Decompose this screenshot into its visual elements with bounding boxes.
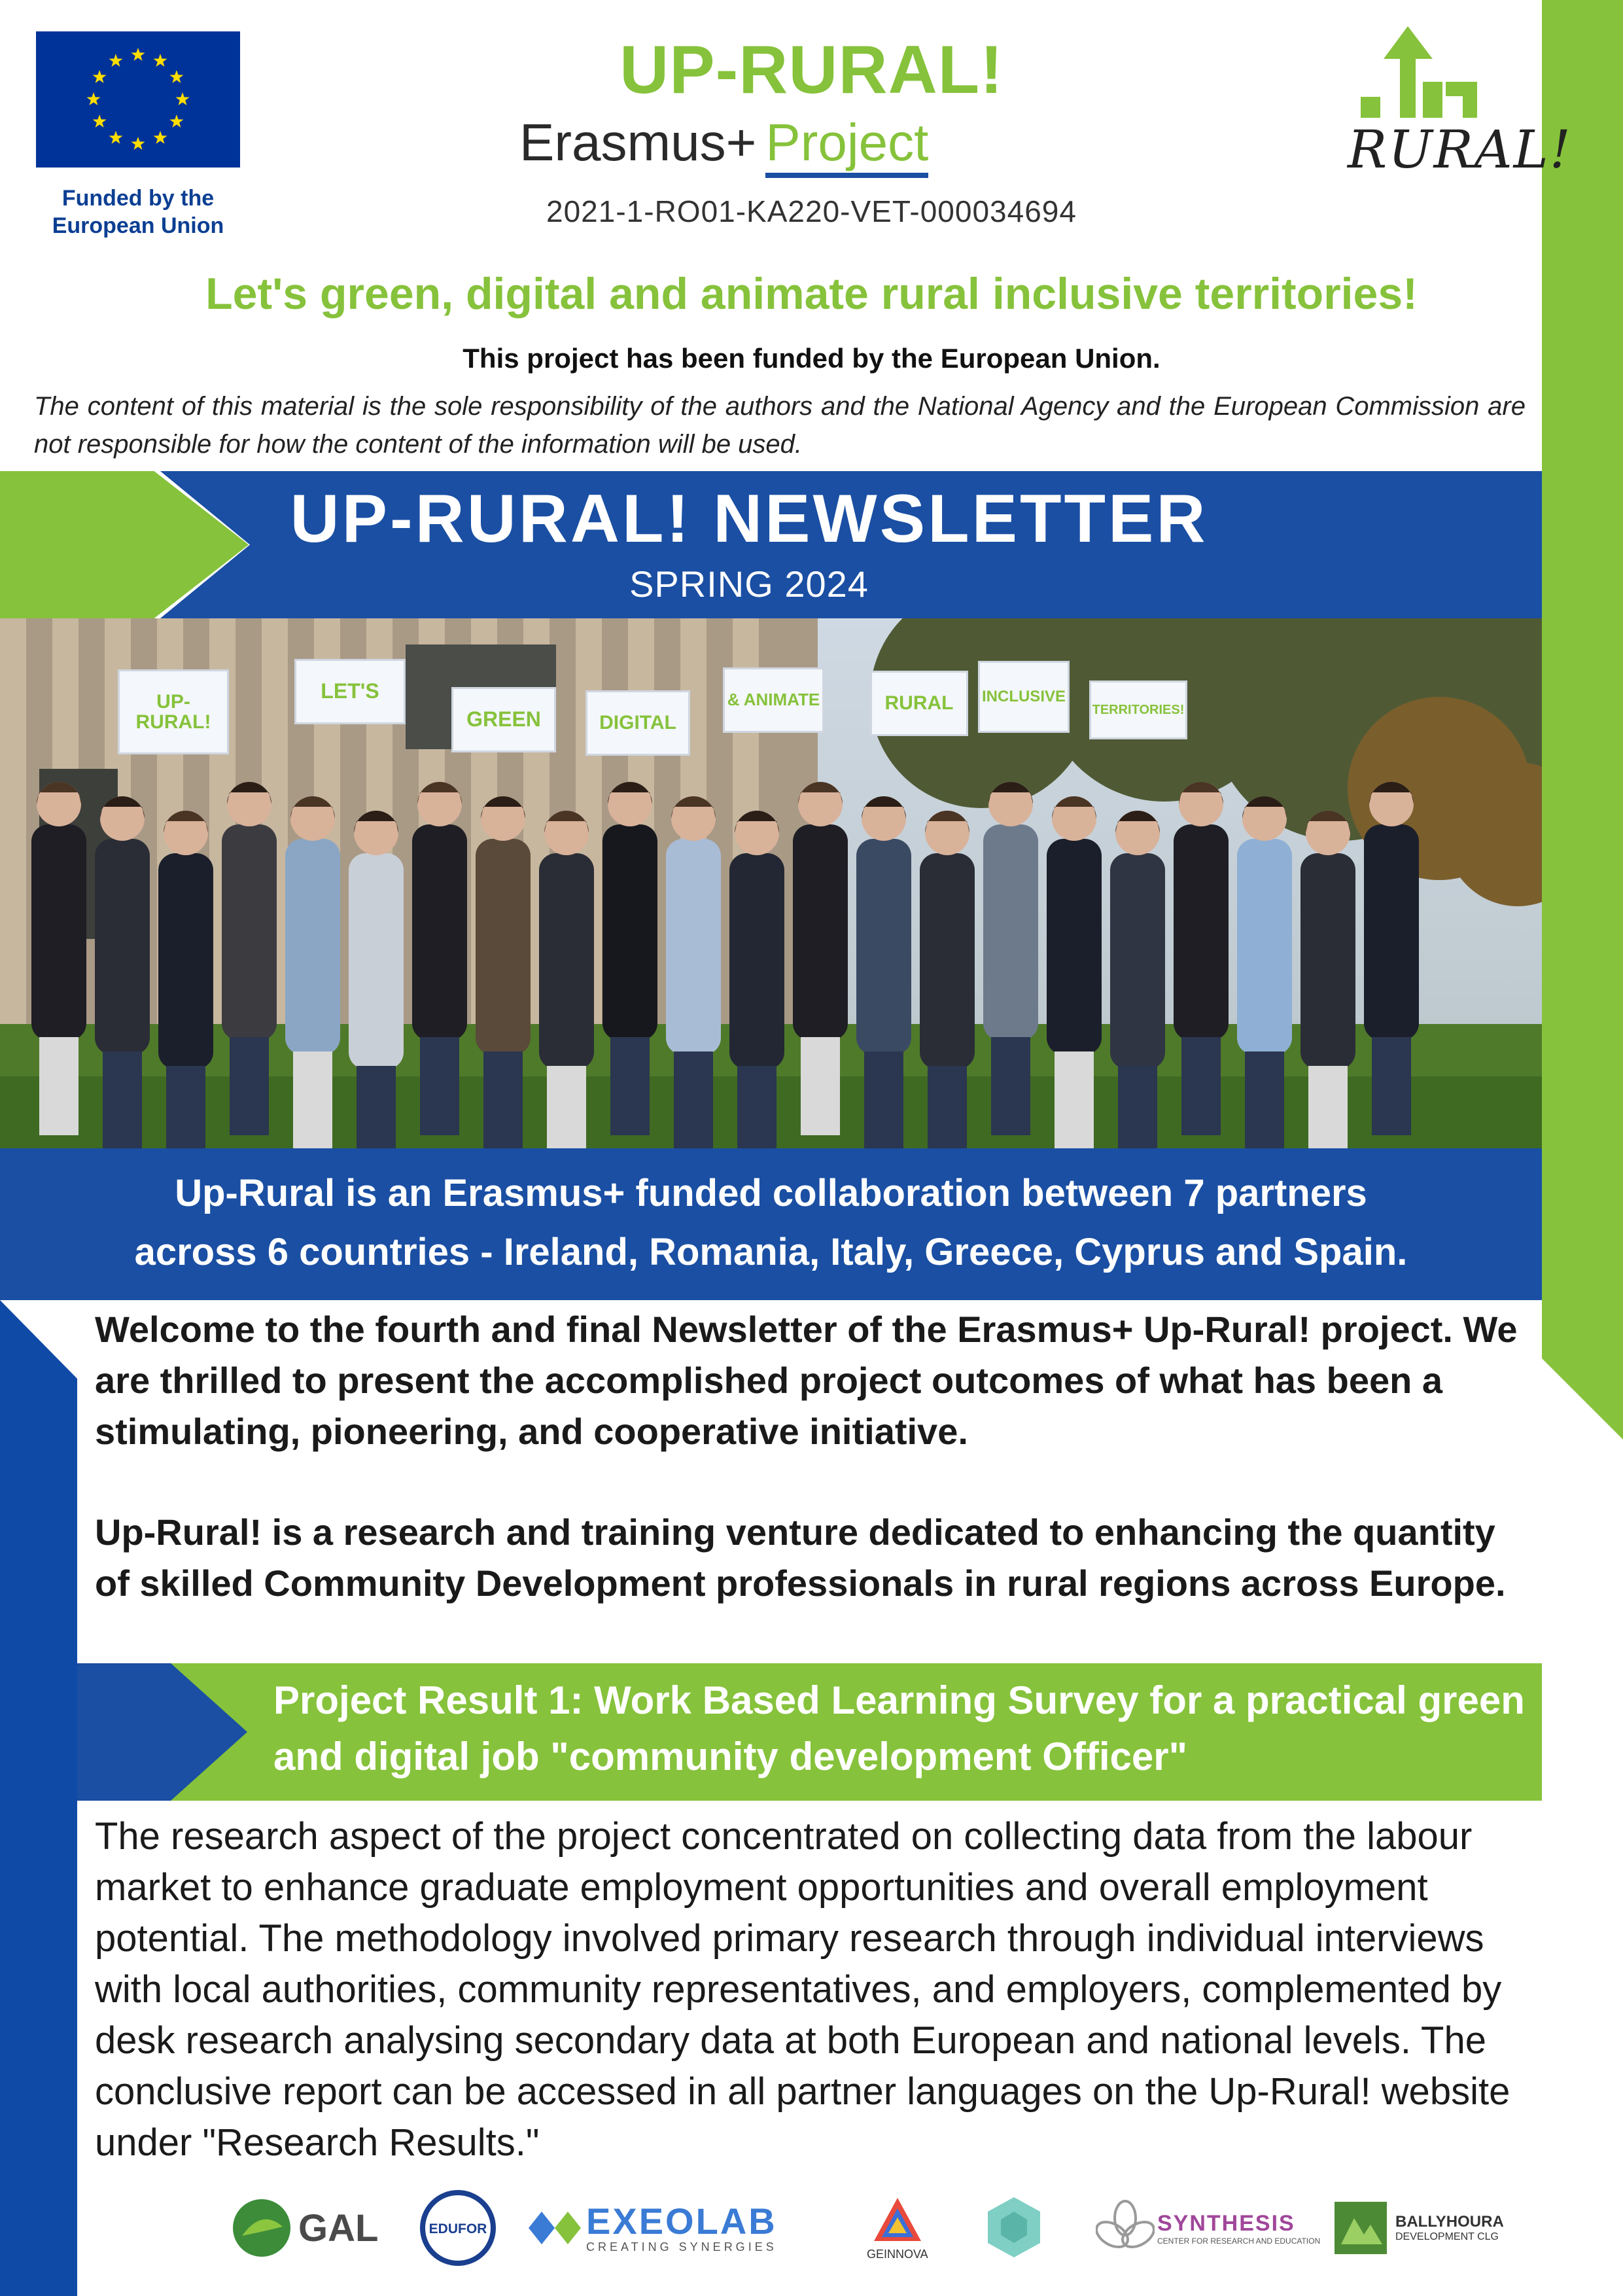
person-legs [547,1066,586,1148]
person-legs [610,1037,650,1135]
funding-note: This project has been funded by the European Union. [462,343,1161,374]
eu-star-icon [169,115,183,128]
person-legs [1372,1037,1411,1135]
partner-logo-hexagon [978,2189,1050,2267]
person-figure [539,853,594,1069]
person-figure [31,824,86,1040]
person-figure [1174,824,1229,1040]
photo-sign-8: TERRITORIES! [1089,680,1187,739]
person-legs [293,1051,332,1148]
person-figure [856,839,911,1055]
group-photo [0,618,1542,1148]
person-figure [602,824,657,1040]
partner-logos [222,2189,1518,2267]
gal-leaf-icon [229,2195,294,2261]
partner-edufor-label: EDUFOR [428,2221,487,2236]
person-figure [729,853,784,1069]
eu-star-icon [131,137,145,150]
person-legs [230,1037,269,1135]
person-figure [285,839,340,1055]
person-figure [666,839,721,1055]
partner-exeolab-label: EXEOLAB [586,2200,777,2242]
person-figure [1237,839,1292,1055]
person-legs [1308,1066,1348,1148]
person-legs [991,1037,1030,1135]
welcome-paragraph: Welcome to the fourth and final Newsletter of the Erasmus+ Up-Rural! project. We are thrilled to present the accomplished project outcomes of what has been a stimulating, pioneering, and cooperative initiative. [95,1309,1518,1452]
photo-sign-4: DIGITAL [585,690,690,756]
erasmus-label: Erasmus+ [519,113,757,171]
partner-synthesis-label: SYNTHESIS [1157,2210,1295,2236]
person-legs [864,1051,903,1148]
photo-sign-1: UP-RURAL! [118,669,229,754]
person-figure [1364,824,1419,1040]
partner-logo-ballyhoura [1331,2189,1504,2267]
eu-star-icon [93,115,107,128]
person-legs [1118,1066,1157,1148]
partner-gal-label: GAL [298,2206,379,2250]
geinnova-triangle-icon [871,2195,924,2248]
edufor-badge-icon [419,2189,497,2267]
partner-exeolab-subtitle: CREATING SYNERGIES [586,2240,777,2253]
person-figure [222,824,277,1040]
partner-ballyhoura-subtitle: DEVELOPMENT CLG [1395,2231,1499,2242]
about-paragraph: Up-Rural! is a research and training venture dedicated to enhancing the quantity of skilled Community Development professionals in rural regions across Europe. [95,1511,1506,1604]
erasmus-line [519,113,928,173]
result-1-body: The research aspect of the project concentrated on collecting data from the labour market to enhance graduate employment opportunities and overall employment potential. The methodology involved primary research through individual interviews with local authorities, community representatives, and employers, complemented by desk research analysing secondary data at both European and national levels. The conclusive report can be accessed in all partner languages on the Up-Rural! website under "Research Results." [95,1815,1510,2164]
photo-sign-2: LET'S [294,659,406,724]
project-title: UP-RURAL! [620,32,1003,108]
person-figure [793,824,848,1040]
photo-sign-6: RURAL [870,671,968,736]
person-figure [95,839,150,1055]
exeolab-mark-icon [529,2208,581,2248]
photo-sign-5: & ANIMATE [723,667,824,733]
person-legs [103,1051,142,1148]
logo-rural-text: RURAL! [1348,119,1572,180]
person-figure [1047,839,1102,1055]
partner-logo-gal [229,2189,378,2267]
result-1-title: Project Result 1: Work Based Learning Survey for a practical green and digital job "community development Officer" [273,1678,1525,1778]
ballyhoura-map-icon [1331,2199,1390,2257]
person-figure [1300,853,1355,1069]
project-label: Project [765,113,928,178]
eu-star-icon [154,131,167,144]
partner-logo-synthesis [1096,2189,1320,2267]
partner-synthesis-subtitle: CENTER FOR RESEARCH AND EDUCATION [1157,2236,1321,2246]
person-figure [1110,853,1165,1069]
partner-logo-geinnova [867,2189,928,2267]
project-code: 2021-1-RO01-KA220-VET-000034694 [546,194,1077,228]
synthesis-flower-icon [1096,2199,1155,2257]
person-figure [476,839,531,1055]
person-legs [737,1066,777,1148]
person-figure [920,853,975,1069]
person-legs [801,1037,840,1135]
person-figure [158,853,213,1069]
person-legs [1181,1037,1221,1135]
left-blue-ribbon [0,1300,77,2296]
eu-star-icon [109,131,123,144]
person-legs [674,1051,713,1148]
person-legs [483,1051,523,1148]
intro-line-2: across 6 countries - Ireland, Romania, Italy, Greece, Cyprus and Spain. [134,1231,1408,1273]
intro-band [0,1148,1542,1300]
person-legs [928,1066,967,1148]
person-legs [1055,1051,1094,1148]
person-legs [420,1037,459,1135]
intro-line-1: Up-Rural is an Erasmus+ funded collaboration between 7 partners [175,1172,1367,1214]
person-legs [1245,1051,1284,1148]
partner-logo-exeolab [529,2189,777,2267]
partner-geinnova-label: GEINNOVA [867,2247,928,2261]
photo-sign-3: GREEN [451,687,556,752]
person-legs [357,1066,396,1148]
tagline: Let's green, digital and animate rural inclusive territories! [205,269,1418,319]
newsletter-season: SPRING 2024 [629,563,869,605]
person-legs [39,1037,79,1135]
partner-logo-edufor [419,2189,497,2267]
person-figure [349,853,404,1069]
person-figure [412,824,467,1040]
photo-sign-7: INCLUSIVE [978,661,1070,733]
person-figure [983,824,1038,1040]
newsletter-title: UP-RURAL! NEWSLETTER [290,481,1208,557]
person-legs [166,1066,205,1148]
partner-ballyhoura-label: BALLYHOURA [1395,2213,1504,2231]
hexagon-cluster-icon [978,2192,1050,2264]
disclaimer: The content of this material is the sole responsibility of the authors and the National Agency and the European Commission are not responsible for how the content of the information will be used. [34,392,1526,459]
up-arrow-icon [1335,20,1531,131]
up-rural-logo [1335,20,1572,196]
welcome-section [95,1304,1534,1609]
eu-funded-label: Funded by the European Union [52,186,224,238]
